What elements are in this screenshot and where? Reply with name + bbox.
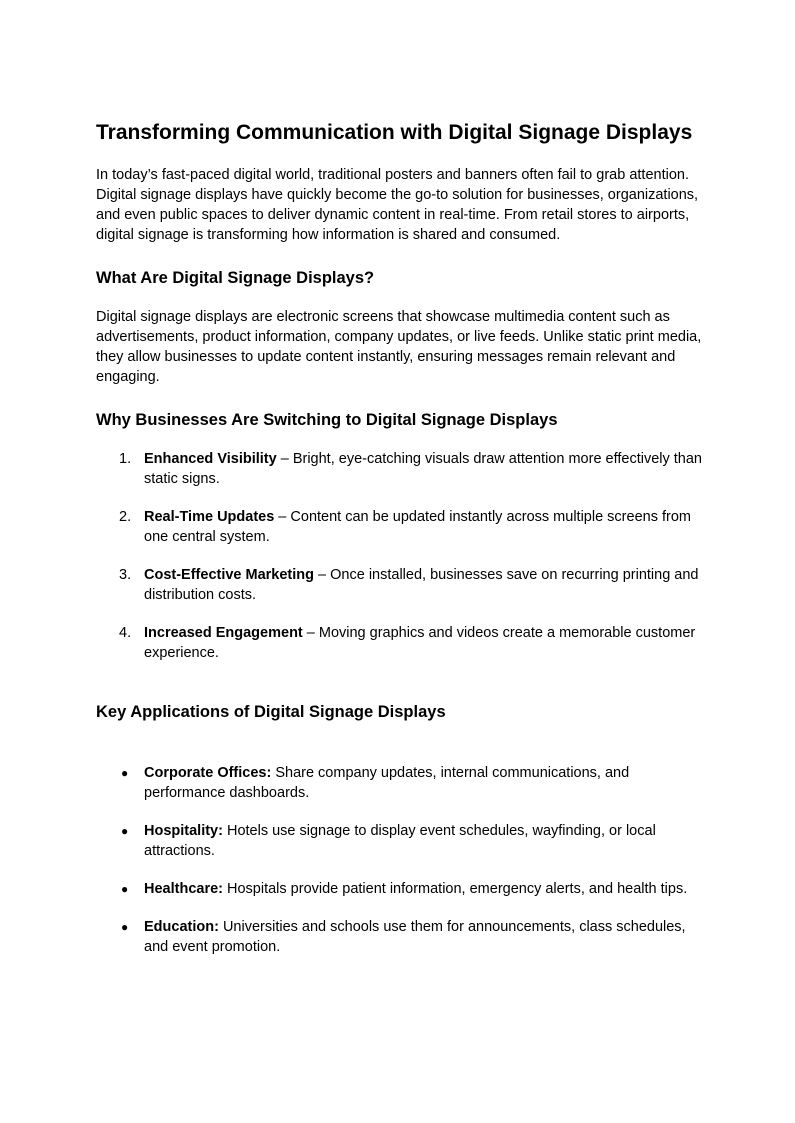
list-number: 4. [119, 625, 132, 641]
list-item [96, 879, 706, 899]
section-heading-applications: Key Applications of Digital Signage Displays [96, 703, 446, 721]
intro-paragraph: In today’s fast-paced digital world, traditional posters and banners often fail to grab attention. Digital signage displays have quickly become the go-to solution for businesses, organizations, and even public spaces to deliver dynamic content in real-time. From retail stores to airports, digital signage is transforming how information is shared and consumed. [96, 167, 699, 243]
list-item-title: Enhanced Visibility [144, 451, 277, 467]
bullet-icon: ● [121, 882, 129, 896]
section-heading-what: What Are Digital Signage Displays? [96, 269, 375, 287]
list-item-text: – Once installed, businesses save on recurring printing and distribution costs. [144, 567, 699, 603]
list-item [96, 565, 706, 605]
list-item-title: Education: [144, 919, 219, 935]
list-item [96, 623, 706, 663]
list-number: 1. [119, 451, 132, 467]
list-item [96, 763, 706, 803]
list-item-text: – Content can be updated instantly across multiple screens from one central system. [144, 509, 691, 545]
bullet-icon: ● [121, 824, 129, 838]
list-item-text: – Moving graphics and videos create a memorable customer experience. [144, 625, 696, 661]
list-item-text: – Bright, eye-catching visuals draw attention more effectively than static signs. [144, 451, 702, 487]
what-paragraph: Digital signage displays are electronic screens that showcase multimedia content such as advertisements, product information, company updates, or live feeds. Unlike static print media, they allow businesses to update content instantly, ensuring messages remain relevant and engaging. [96, 309, 702, 385]
list-item-title: Hospitality: [144, 823, 223, 839]
list-item-title: Real-Time Updates [144, 509, 275, 525]
document-page [96, 118, 706, 975]
list-item-title: Healthcare: [144, 881, 223, 897]
list-item [96, 821, 706, 861]
list-item-title: Cost-Effective Marketing [144, 567, 315, 583]
list-item-text: Hotels use signage to display event schedules, wayfinding, or local attractions. [144, 823, 656, 859]
bullet-icon: ● [121, 766, 129, 780]
applications-list [96, 763, 706, 957]
list-item-text: Universities and schools use them for announcements, class schedules, and event promotion. [144, 919, 686, 955]
list-item [96, 917, 706, 957]
list-item-text: Share company updates, internal communications, and performance dashboards. [144, 765, 630, 801]
list-item-text: Hospitals provide patient information, emergency alerts, and health tips. [222, 881, 688, 897]
list-number: 2. [119, 509, 132, 525]
list-number: 3. [119, 567, 132, 583]
list-item-title: Corporate Offices: [144, 765, 272, 781]
document-title: Transforming Communication with Digital Signage Displays [96, 121, 693, 144]
list-item [96, 449, 706, 489]
reasons-list [96, 449, 706, 663]
list-item [96, 507, 706, 547]
bullet-icon: ● [121, 920, 129, 934]
list-item-title: Increased Engagement [144, 625, 303, 641]
section-heading-why: Why Businesses Are Switching to Digital Signage Displays [96, 411, 558, 429]
